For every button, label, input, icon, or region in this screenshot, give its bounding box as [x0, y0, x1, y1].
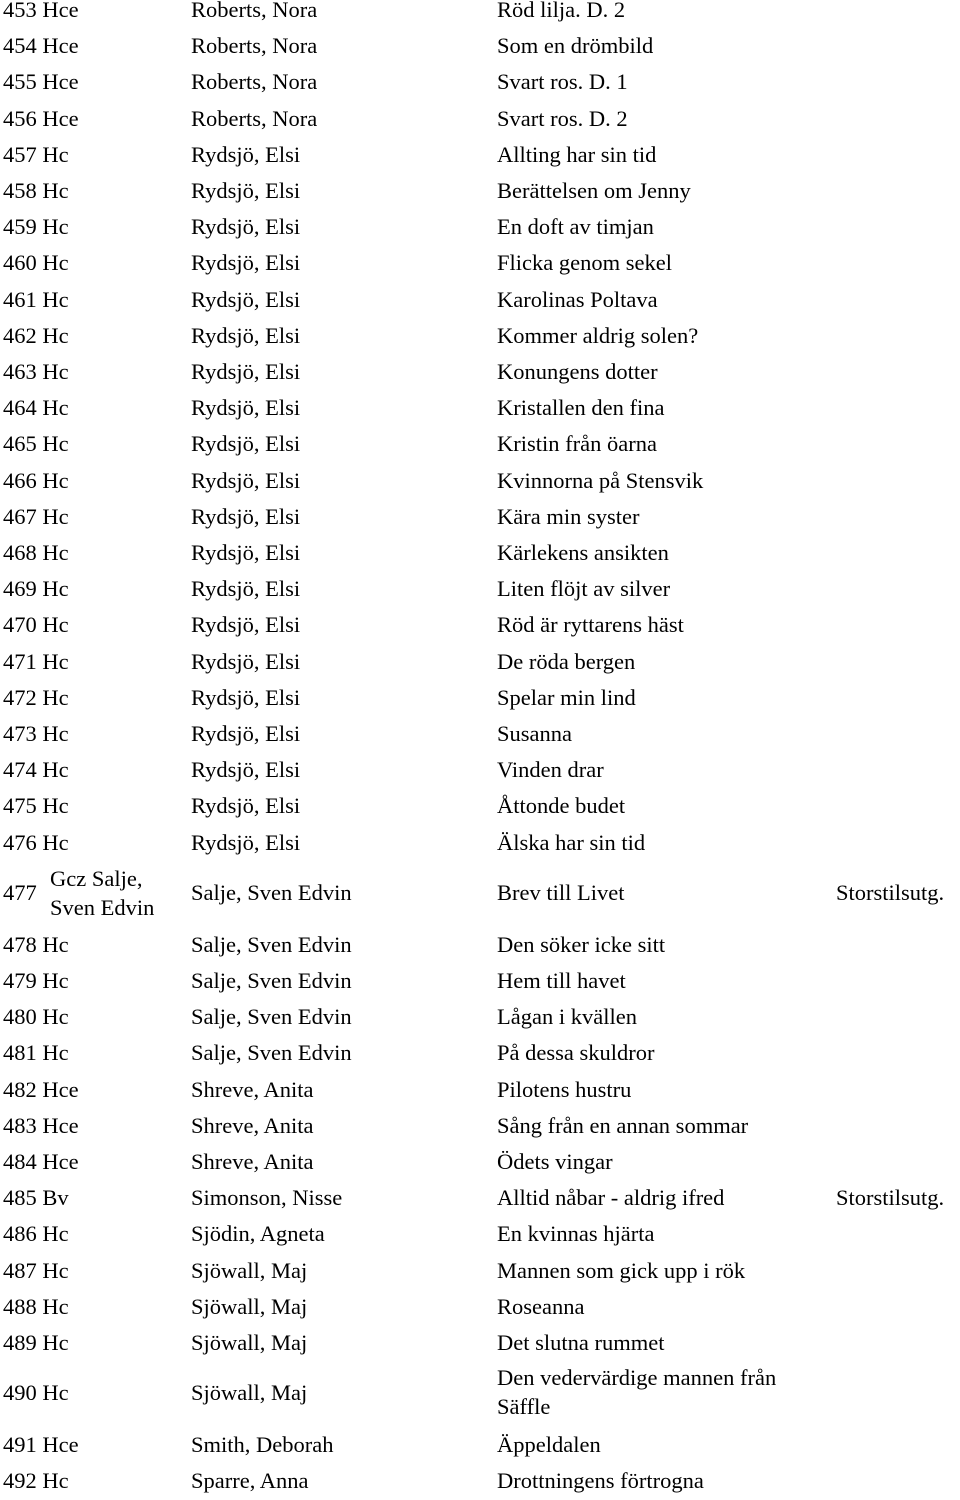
row-number: 458 Hc	[3, 178, 69, 203]
row-author: Rydsjö, Elsi	[191, 503, 301, 529]
row-title: Sång från en annan sommar	[497, 1112, 749, 1138]
row-title: Det slutna rummet	[497, 1330, 665, 1355]
table-row	[0, 680, 960, 716]
row-author: Rydsjö, Elsi	[191, 286, 301, 312]
row-title: Kristallen den fina	[497, 395, 665, 421]
row-number: 489 Hc	[3, 1330, 69, 1355]
row-number: 490 Hc	[3, 1380, 69, 1406]
row-author: Simonson, Nisse	[191, 1185, 343, 1211]
row-title: En kvinnas hjärta	[497, 1221, 655, 1247]
row-author: Rydsjö, Elsi	[191, 793, 301, 819]
table-row	[0, 1144, 960, 1180]
row-author: Sjödin, Agneta	[191, 1221, 325, 1247]
row-author: Salje, Sven Edvin	[191, 1004, 352, 1030]
row-number: 478 Hc	[3, 931, 69, 957]
row-author: Sjöwall, Maj	[191, 1330, 308, 1355]
row-title: Kärlekens ansikten	[497, 540, 669, 565]
row-number: 468 Hc	[3, 540, 69, 565]
row-title: Alltid nåbar - aldrig ifred	[497, 1185, 725, 1211]
table-row	[0, 1325, 960, 1361]
row-number: 475 Hc	[3, 793, 69, 819]
row-author: Rydsjö, Elsi	[191, 214, 301, 240]
row-author: Rydsjö, Elsi	[191, 829, 301, 855]
row-author: Shreve, Anita	[191, 1112, 314, 1138]
table-row	[0, 1035, 960, 1071]
row-number: 460 Hc	[3, 250, 69, 276]
row-number: 487 Hc	[3, 1257, 69, 1283]
row-author: Roberts, Nora	[191, 0, 318, 22]
table-row	[0, 499, 960, 535]
row-number: 455 Hce	[3, 69, 79, 95]
row-title: En doft av timjan	[497, 214, 654, 240]
row-number: 467 Hc	[3, 503, 69, 529]
row-title: Vinden drar	[497, 757, 604, 783]
row-title: Roseanna	[497, 1293, 585, 1319]
row-title: Svart ros. D. 2	[497, 105, 628, 131]
row-title: Kommer aldrig solen?	[497, 322, 699, 348]
row-title: Ödets vingar	[497, 1149, 613, 1174]
table-row	[0, 354, 960, 390]
table-row	[0, 1361, 960, 1427]
row-author: Roberts, Nora	[191, 69, 318, 95]
table-row	[0, 426, 960, 462]
row-note: Storstilsutg.	[836, 1185, 945, 1211]
table-row	[0, 861, 960, 927]
row-number: 461 Hc	[3, 286, 69, 312]
row-author: Smith, Deborah	[191, 1432, 334, 1458]
row-title: Äppeldalen	[497, 1432, 601, 1458]
row-number: 457 Hc	[3, 141, 69, 167]
row-author: Rydsjö, Elsi	[191, 721, 301, 746]
table-row	[0, 1108, 960, 1144]
row-number: 483 Hce	[3, 1112, 79, 1138]
row-title: Älska har sin tid	[497, 829, 646, 855]
table-row	[0, 245, 960, 281]
row-title: Som en drömbild	[497, 33, 654, 59]
row-title: Lågan i kvällen	[497, 1004, 637, 1030]
row-category: Gcz Salje, Sven Edvin	[50, 865, 155, 920]
row-number: 484 Hce	[3, 1149, 79, 1174]
row-title: Kristin från öarna	[497, 431, 657, 457]
row-number: 472 Hc	[3, 684, 69, 710]
row-number: 459 Hc	[3, 214, 69, 240]
row-author: Roberts, Nora	[191, 33, 318, 59]
row-title: Pilotens hustru	[497, 1076, 632, 1102]
row-author: Sjöwall, Maj	[191, 1257, 308, 1283]
row-author: Shreve, Anita	[191, 1149, 314, 1174]
table-row	[0, 963, 960, 999]
row-title: Den vedervärdige mannen från Säffle	[497, 1365, 777, 1420]
row-number: 488 Hc	[3, 1293, 69, 1319]
row-author: Rydsjö, Elsi	[191, 648, 301, 674]
row-title: Röd lilja. D. 2	[497, 0, 626, 22]
row-number: 462 Hc	[3, 322, 69, 348]
row-author: Rydsjö, Elsi	[191, 684, 301, 710]
table-row	[0, 64, 960, 100]
row-author: Rydsjö, Elsi	[191, 359, 301, 384]
table-row	[0, 1427, 960, 1463]
row-number: 485 Bv	[3, 1185, 69, 1211]
row-title: Den söker icke sitt	[497, 931, 666, 957]
row-author: Rydsjö, Elsi	[191, 322, 301, 348]
table-row	[0, 752, 960, 788]
row-number: 463 Hc	[3, 359, 69, 384]
row-author: Salje, Sven Edvin	[191, 879, 352, 905]
table-row	[0, 1289, 960, 1325]
row-number: 469 Hc	[3, 576, 69, 602]
table-row	[0, 716, 960, 752]
row-number: 473 Hc	[3, 721, 69, 746]
table-row	[0, 927, 960, 963]
row-author: Rydsjö, Elsi	[191, 612, 301, 638]
row-author: Rydsjö, Elsi	[191, 540, 301, 565]
table-row	[0, 463, 960, 499]
row-title: Susanna	[497, 721, 572, 746]
row-number: 479 Hc	[3, 968, 69, 993]
row-title: På dessa skuldror	[497, 1040, 655, 1066]
row-number: 481 Hc	[3, 1040, 69, 1066]
row-title: Kära min syster	[497, 503, 640, 529]
row-number: 480 Hc	[3, 1004, 69, 1030]
table-row	[0, 0, 960, 28]
row-author: Sjöwall, Maj	[191, 1380, 308, 1406]
row-number: 464 Hc	[3, 395, 69, 421]
table-row	[0, 137, 960, 173]
row-author: Roberts, Nora	[191, 105, 318, 131]
row-title: Röd är ryttarens häst	[497, 612, 684, 638]
row-author: Salje, Sven Edvin	[191, 1040, 352, 1066]
row-number: 471 Hc	[3, 648, 69, 674]
row-title: Brev till Livet	[497, 879, 625, 905]
table-row	[0, 101, 960, 137]
row-title: Mannen som gick upp i rök	[497, 1257, 746, 1283]
row-number: 491 Hce	[3, 1432, 79, 1458]
row-note: Storstilsutg.	[836, 879, 945, 905]
row-number: 466 Hc	[3, 467, 69, 493]
row-number: 486 Hc	[3, 1221, 69, 1247]
table-row	[0, 28, 960, 64]
row-number: 454 Hce	[3, 33, 79, 59]
row-author: Rydsjö, Elsi	[191, 467, 301, 493]
table-row	[0, 209, 960, 245]
table-row	[0, 1216, 960, 1252]
row-title: Kvinnorna på Stensvik	[497, 467, 704, 493]
row-title: Svart ros. D. 1	[497, 69, 628, 95]
row-title: Åttonde budet	[497, 793, 626, 819]
table-row	[0, 644, 960, 680]
row-number: 476 Hc	[3, 829, 69, 855]
table-row	[0, 571, 960, 607]
row-title: De röda bergen	[497, 648, 636, 674]
table-row	[0, 390, 960, 426]
row-number: 477	[3, 879, 37, 905]
table-row	[0, 825, 960, 861]
row-author: Rydsjö, Elsi	[191, 757, 301, 783]
row-number: 492 Hc	[3, 1468, 69, 1494]
row-author: Salje, Sven Edvin	[191, 968, 352, 993]
row-title: Spelar min lind	[497, 684, 636, 710]
row-author: Shreve, Anita	[191, 1076, 314, 1102]
row-author: Salje, Sven Edvin	[191, 931, 352, 957]
row-title: Konungens dotter	[497, 359, 658, 384]
table-row	[0, 607, 960, 643]
row-title: Allting har sin tid	[497, 141, 657, 167]
row-author: Rydsjö, Elsi	[191, 576, 301, 602]
table-row	[0, 173, 960, 209]
row-author: Rydsjö, Elsi	[191, 250, 301, 276]
row-number: 470 Hc	[3, 612, 69, 638]
table-row	[0, 318, 960, 354]
table-row	[0, 1253, 960, 1289]
row-title: Karolinas Poltava	[497, 286, 658, 312]
table-row	[0, 788, 960, 824]
row-title: Berättelsen om Jenny	[497, 178, 691, 203]
row-number: 456 Hce	[3, 105, 79, 131]
row-author: Sparre, Anna	[191, 1468, 309, 1494]
table-row	[0, 1463, 960, 1499]
row-number: 465 Hc	[3, 431, 69, 457]
table-row	[0, 282, 960, 318]
row-title: Drottningens förtrogna	[497, 1468, 704, 1494]
table-row	[0, 999, 960, 1035]
table-row	[0, 1072, 960, 1108]
row-author: Rydsjö, Elsi	[191, 431, 301, 457]
row-title: Hem till havet	[497, 968, 626, 993]
row-number: 474 Hc	[3, 757, 69, 783]
row-title: Flicka genom sekel	[497, 250, 672, 276]
table-row	[0, 1180, 960, 1216]
table-row	[0, 535, 960, 571]
row-author: Rydsjö, Elsi	[191, 395, 301, 421]
row-author: Rydsjö, Elsi	[191, 141, 301, 167]
row-number: 482 Hce	[3, 1076, 79, 1102]
row-author: Sjöwall, Maj	[191, 1293, 308, 1319]
row-title: Liten flöjt av silver	[497, 576, 671, 602]
row-number: 453 Hce	[3, 0, 79, 22]
row-author: Rydsjö, Elsi	[191, 178, 301, 203]
